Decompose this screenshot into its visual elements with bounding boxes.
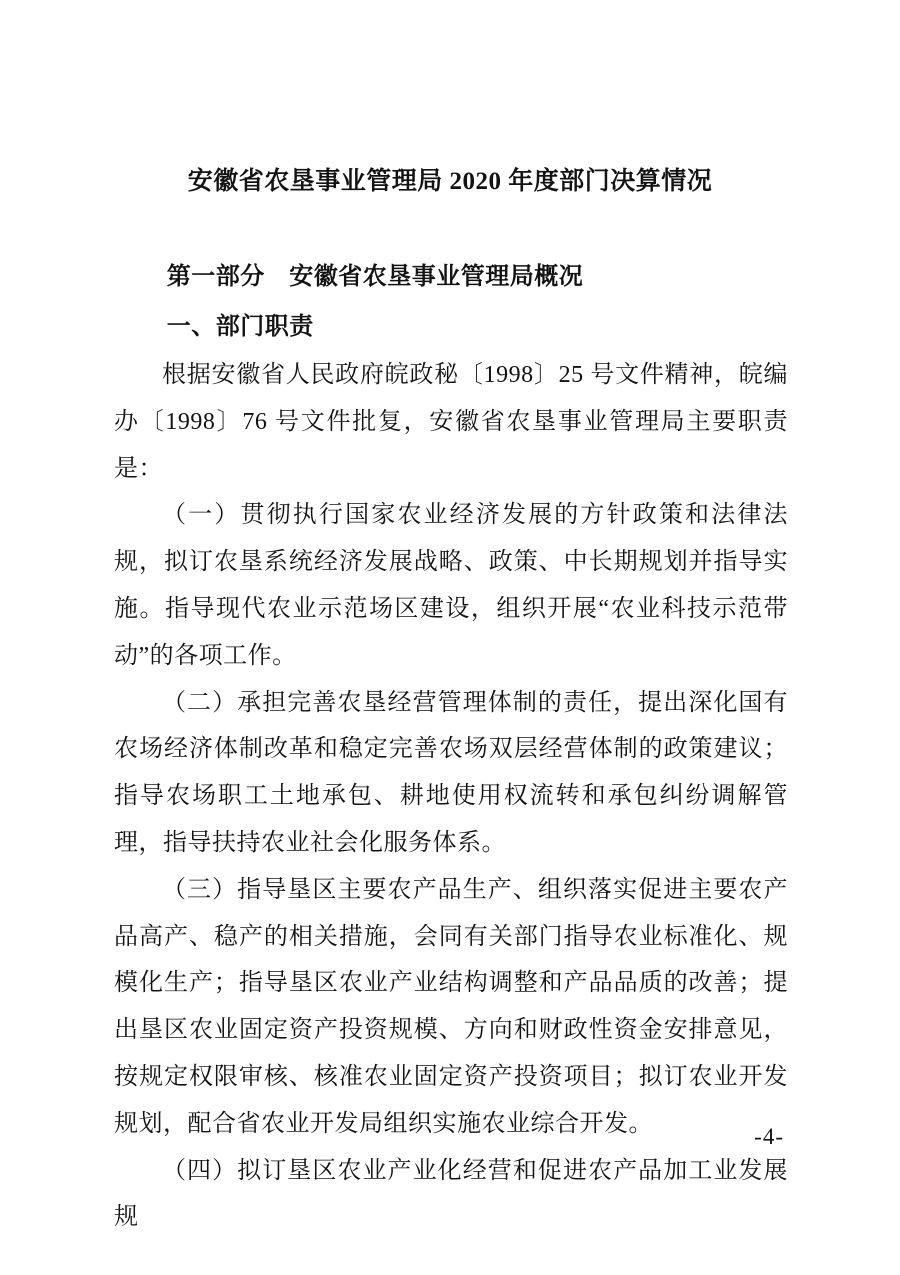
document-title: 安徽省农垦事业管理局 2020 年度部门决算情况 (187, 168, 713, 195)
paragraph-duty-1: （一）贯彻执行国家农业经济发展的方针政策和法律法规，拟订农垦系统经济发展战略、政策、中长期规划并指导实施。指导现代农业示范场区建设，组织开展“农业科技示范带动”的各项工作。 (114, 502, 788, 669)
section-heading-part-one: 第一部分 安徽省农垦事业管理局概况 (166, 263, 584, 290)
paragraph-intro: 根据安徽省人民政府皖政秘〔1998〕25 号文件精神，皖编办〔1998〕76 号文件批复，安徽省农垦事业管理局主要职责是： (114, 362, 788, 482)
subsection-heading-duties: 一、部门职责 (166, 313, 314, 340)
paragraph-duty-4: （四）拟订垦区农业产业化经营和促进农产品加工业发展规 (114, 1157, 788, 1231)
page-number: -4- (754, 1124, 784, 1149)
paragraph-duty-2: （二）承担完善农垦经营管理体制的责任，提出深化国有农场经济体制改革和稳定完善农场双层经营体制的政策建议；指导农场职工土地承包、耕地使用权流转和承包纠纷调解管理，指导扶持农业社会化服务体系。 (114, 689, 788, 856)
paragraph-duty-3: （三）指导垦区主要农产品生产、组织落实促进主要农产品高产、稳产的相关措施，会同有关部门指导农业标准化、规模化生产；指导垦区农业产业结构调整和产品品质的改善；提出垦区农业固定资产投资规模、方向和财政性资金安排意见，按规定权限审核、核准农业固定资产投资项目；拟订农业开发规划，配合省农业开发局组织实施农业综合开发。 (114, 876, 788, 1137)
document-body (114, 352, 788, 1241)
